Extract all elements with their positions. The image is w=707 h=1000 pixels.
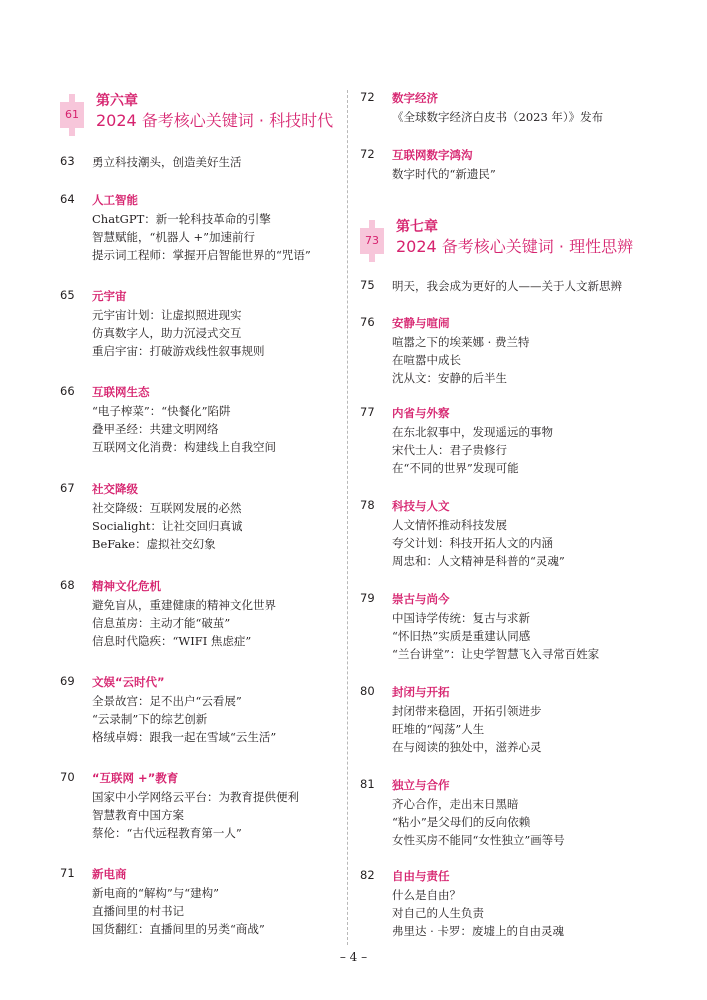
entry-item[interactable]: 直播间里的村书记 <box>92 904 184 918</box>
entry-item[interactable]: 弗里达 · 卡罗：废墟上的自由灵魂 <box>392 924 564 938</box>
entry-title: 元宇宙 <box>92 289 127 303</box>
entry-page-number: 69 <box>60 674 75 688</box>
entry-title: 封闭与开拓 <box>392 685 450 699</box>
entry-item[interactable]: 数字时代的“新遗民” <box>392 167 496 181</box>
entry-title: 勇立科技潮头，创造美好生活 <box>92 155 242 169</box>
entry-page-number: 77 <box>360 405 375 419</box>
chapter-page-badge: 61 <box>60 102 84 128</box>
entry-title: “互联网 +”教育 <box>92 771 179 785</box>
entry-item[interactable]: ChatGPT：新一轮科技革命的引擎 <box>92 212 271 226</box>
entry-title: 新电商 <box>92 867 127 881</box>
entry-title: 互联网生态 <box>92 385 150 399</box>
entry-item[interactable]: 社交降级：互联网发展的必然 <box>92 501 242 515</box>
chapter-label: 第七章 <box>396 219 438 235</box>
entry-page-number: 76 <box>360 315 375 329</box>
entry-item[interactable]: “云录制”下的综艺创新 <box>92 712 208 726</box>
entry-title: 科技与人文 <box>392 499 450 513</box>
entry-item[interactable]: 新电商的“解构”与“建构” <box>92 886 220 900</box>
entry-item[interactable]: 沈从文：安静的后半生 <box>392 371 507 385</box>
column-divider <box>347 90 348 945</box>
entry-item[interactable]: 在“不同的世界”发现可能 <box>392 461 519 475</box>
entry-item[interactable]: 在东北叙事中，发现遥远的事物 <box>392 425 553 439</box>
entry-page-number: 79 <box>360 591 375 605</box>
entry-page-number: 82 <box>360 868 375 882</box>
entry-item[interactable]: 元宇宙计划：让虚拟照进现实 <box>92 308 242 322</box>
entry-page-number: 72 <box>360 147 375 161</box>
chapter-label: 第六章 <box>96 93 138 109</box>
entry-item[interactable]: 国家中小学网络云平台：为教育提供便利 <box>92 790 299 804</box>
entry-item[interactable]: 中国诗学传统：复古与求新 <box>392 611 530 625</box>
entry-item[interactable]: 夸父计划：科技开拓人文的内涵 <box>392 536 553 550</box>
entry-page-number: 63 <box>60 154 75 168</box>
entry-page-number: 80 <box>360 684 375 698</box>
entry-title: 内省与外察 <box>392 406 450 420</box>
entry-page-number: 64 <box>60 192 75 206</box>
entry-page-number: 65 <box>60 288 75 302</box>
entry-item[interactable]: 提示词工程师：掌握开启智能世界的“咒语” <box>92 248 311 262</box>
entry-item[interactable]: 周忠和：人文精神是科普的“灵魂” <box>392 554 565 568</box>
entry-item[interactable]: 格绒卓姆：跟我一起在雪域“云生活” <box>92 730 277 744</box>
entry-item[interactable]: 信息时代隐疾：“WIFI 焦虑症” <box>92 634 252 648</box>
entry-title: 安静与喧闹 <box>392 316 450 330</box>
entry-item[interactable]: “怀旧热”实质是重建认同感 <box>392 629 531 643</box>
entry-page-number: 70 <box>60 770 75 784</box>
entry-page-number: 72 <box>360 90 375 104</box>
entry-item[interactable]: 女性买房不能同“女性独立”画等号 <box>392 833 565 847</box>
entry-item[interactable]: 仿真数字人，助力沉浸式交互 <box>92 326 242 340</box>
entry-page-number: 71 <box>60 866 75 880</box>
entry-item[interactable]: 国货翻红：直播间里的另类“商战” <box>92 922 265 936</box>
entry-item[interactable]: 《全球数字经济白皮书（2023 年）》发布 <box>392 110 604 124</box>
entry-item[interactable]: Socialight：让社交回归真诚 <box>92 519 243 533</box>
entry-item[interactable]: 重启宇宙：打破游戏线性叙事规则 <box>92 344 265 358</box>
entry-item[interactable]: 在与阅读的独处中，滋养心灵 <box>392 740 542 754</box>
entry-title: 人工智能 <box>92 193 138 207</box>
entry-item[interactable]: 互联网文化消费：构建线上自我空间 <box>92 440 276 454</box>
entry-item[interactable]: 在喧嚣中成长 <box>392 353 461 367</box>
entry-title: 文娱“云时代” <box>92 675 165 689</box>
entry-title: 崇古与尚今 <box>392 592 450 606</box>
entry-item[interactable]: “兰台讲堂”：让史学智慧飞入寻常百姓家 <box>392 647 600 661</box>
entry-page-number: 66 <box>60 384 75 398</box>
entry-item[interactable]: 智慧教育中国方案 <box>92 808 184 822</box>
entry-item[interactable]: 智慧赋能，“机器人 +”加速前行 <box>92 230 256 244</box>
entry-item[interactable]: 齐心合作，走出末日黑暗 <box>392 797 519 811</box>
entry-title: 互联网数字鸿沟 <box>392 148 473 162</box>
entry-item[interactable]: “粘小”是父母们的反向依赖 <box>392 815 531 829</box>
entry-page-number: 67 <box>60 481 75 495</box>
entry-item[interactable]: 全景故宫：足不出户“云看展” <box>92 694 242 708</box>
entry-item[interactable]: “电子榨菜”：“快餐化”陷阱 <box>92 404 231 418</box>
entry-title: 社交降级 <box>92 482 138 496</box>
chapter-title: 2024 备考核心关键词 · 理性思辨 <box>396 237 634 256</box>
entry-title: 明天，我会成为更好的人——关于人文新思辨 <box>392 279 622 293</box>
entry-item[interactable]: 叠甲圣经：共建文明网络 <box>92 422 219 436</box>
entry-page-number: 81 <box>360 777 375 791</box>
entry-item[interactable]: 旺堆的“闯荡”人生 <box>392 722 485 736</box>
entry-page-number: 78 <box>360 498 375 512</box>
chapter-page-badge: 73 <box>360 228 384 254</box>
entry-page-number: 68 <box>60 578 75 592</box>
entry-item[interactable]: 避免盲从，重建健康的精神文化世界 <box>92 598 276 612</box>
entry-item[interactable]: 什么是自由？ <box>392 888 461 902</box>
entry-title: 独立与合作 <box>392 778 450 792</box>
entry-item[interactable]: 对自己的人生负责 <box>392 906 484 920</box>
entry-item[interactable]: 封闭带来稳固，开拓引领进步 <box>392 704 542 718</box>
entry-title: 数字经济 <box>392 91 438 105</box>
entry-item[interactable]: 喧嚣之下的埃莱娜 · 费兰特 <box>392 335 530 349</box>
entry-item[interactable]: 宋代士人：君子贵修行 <box>392 443 507 457</box>
entry-title: 精神文化危机 <box>92 579 161 593</box>
entry-page-number: 75 <box>360 278 375 292</box>
entry-item[interactable]: 人文情怀推动科技发展 <box>392 518 507 532</box>
entry-item[interactable]: BeFake：虚拟社交幻象 <box>92 537 216 551</box>
chapter-title: 2024 备考核心关键词 · 科技时代 <box>96 111 334 130</box>
entry-item[interactable]: 蔡伦：“古代远程教育第一人” <box>92 826 242 840</box>
entry-title: 自由与责任 <box>392 869 450 883</box>
entry-item[interactable]: 信息茧房：主动才能“破茧” <box>92 616 231 630</box>
page-number: – 4 – <box>339 950 368 964</box>
